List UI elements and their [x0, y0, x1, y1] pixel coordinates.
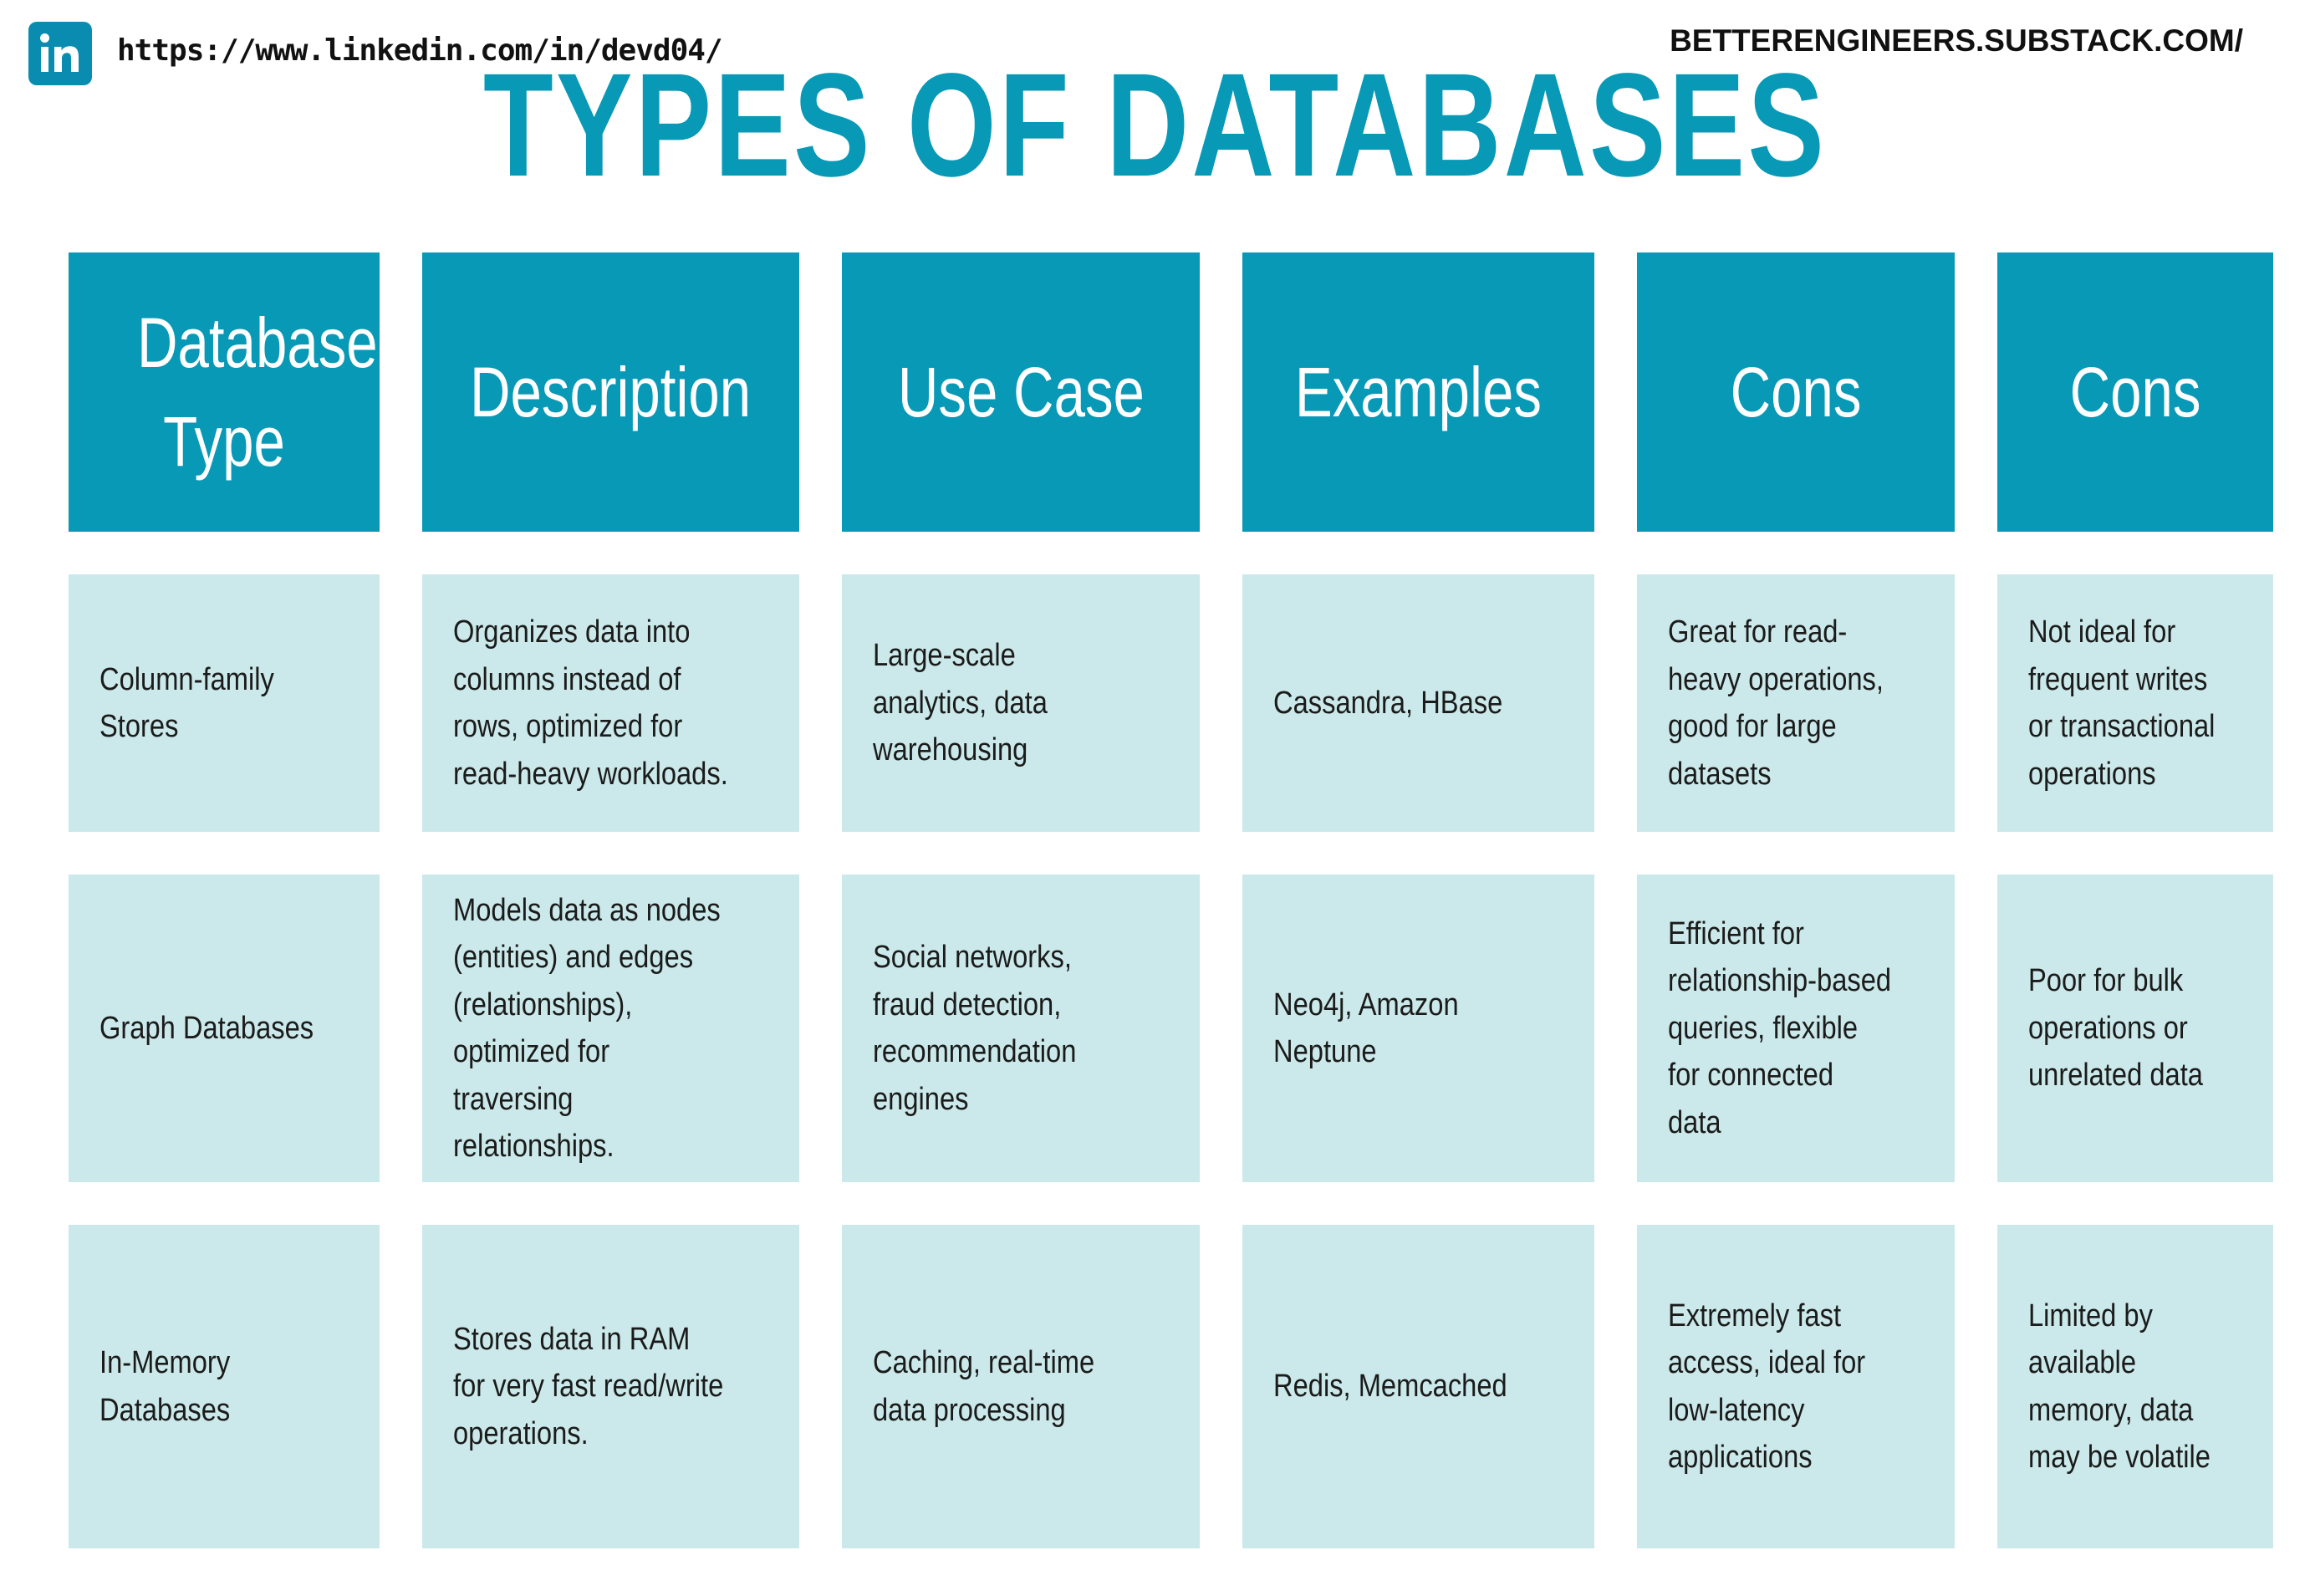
table-cell-graph-type: Graph Databases [69, 874, 380, 1182]
table-cell-in-memory-examples: Redis, Memcached [1242, 1225, 1594, 1548]
table-cell-graph-cons: Poor for bulk operations or unrelated data [1997, 874, 2273, 1182]
column-header-examples: Examples [1242, 252, 1594, 532]
table-cell-graph-description: Models data as nodes (entities) and edges (relationships), optimized for traversing relationships. [422, 874, 799, 1182]
table-cell-in-memory-cons: Limited by available memory, data may be volatile [1997, 1225, 2273, 1548]
column-header-database-type: Database Type [69, 252, 380, 532]
table-cell-column-family-description: Organizes data into columns instead of rows, optimized for read-heavy workloads. [422, 574, 799, 832]
table-cell-in-memory-use-case: Caching, real-time data processing [842, 1225, 1200, 1548]
table-cell-graph-pros: Efficient for relationship-based queries, flexible for connected data [1637, 874, 1955, 1182]
table-cell-graph-use-case: Social networks, fraud detection, recommendation engines [842, 874, 1200, 1182]
page-title: TYPES OF DATABASES [482, 43, 1828, 207]
site-url-link[interactable]: BETTERENGINEERS.SUBSTACK.COM/ [1670, 23, 2243, 58]
linkedin-icon[interactable] [28, 22, 92, 85]
table-cell-column-family-pros: Great for read-heavy operations, good for large datasets [1637, 574, 1955, 832]
table-cell-column-family-examples: Cassandra, HBase [1242, 574, 1594, 832]
profile-url-link[interactable]: https://www.linkedin.com/in/devd04/ [117, 33, 722, 68]
table-cell-in-memory-description: Stores data in RAM for very fast read/write operations. [422, 1225, 799, 1548]
table-cell-in-memory-pros: Extremely fast access, ideal for low-latency applications [1637, 1225, 1955, 1548]
table-cell-column-family-use-case: Large-scale analytics, data warehousing [842, 574, 1200, 832]
table-cell-column-family-cons: Not ideal for frequent writes or transactional operations [1997, 574, 2273, 832]
table-cell-column-family-type: Column-family Stores [69, 574, 380, 832]
column-header-description: Description [422, 252, 799, 532]
column-header-cons: Cons [1637, 252, 1955, 532]
column-header-cons-2: Cons [1997, 252, 2273, 532]
column-header-use-case: Use Case [842, 252, 1200, 532]
table-cell-graph-examples: Neo4j, Amazon Neptune [1242, 874, 1594, 1182]
table-cell-in-memory-type: In-Memory Databases [69, 1225, 380, 1548]
database-comparison-table [69, 252, 2273, 1548]
